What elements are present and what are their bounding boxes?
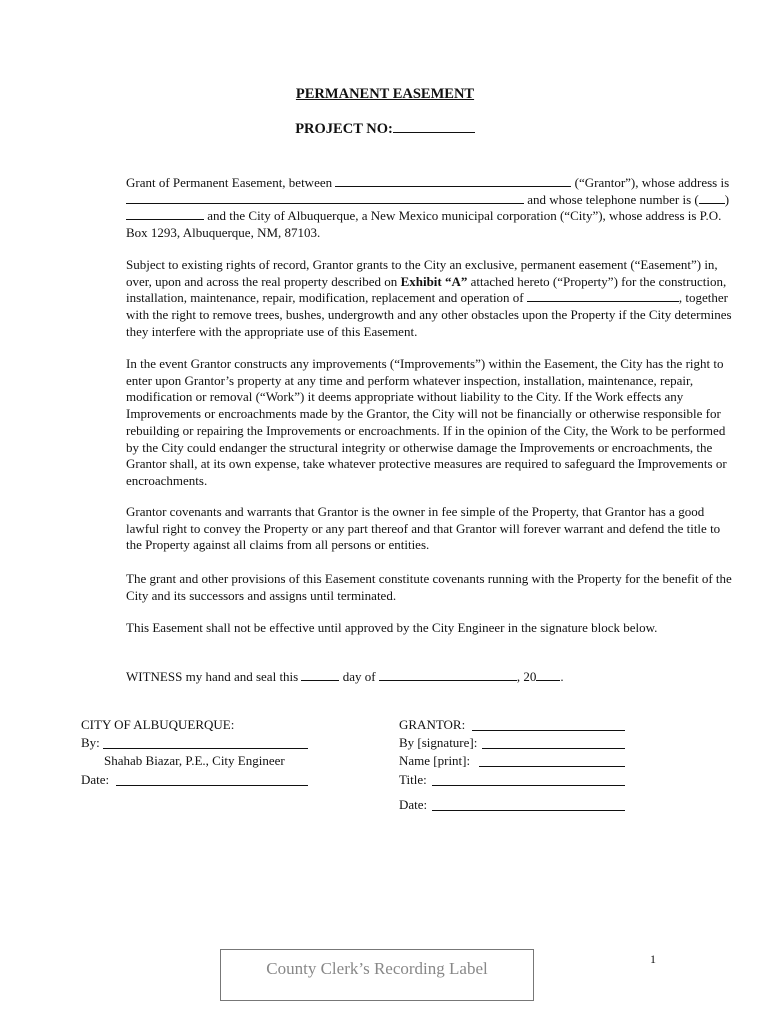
grantor-date-line[interactable] [432,810,625,811]
grantor-address-blank[interactable] [126,192,524,204]
grantor-date-label: Date: [399,797,428,812]
p2-text-b: attached hereto (“Property”) for the construction, installation, maintenance, repair, modification, replacement and operation of [126,273,727,306]
grantor-name-line[interactable] [479,766,625,767]
p1-text-d: ) [724,191,730,207]
paragraph-grant [81,175,734,242]
grantor-title-label: Title: [399,772,427,787]
document-title: PERMANENT EASEMENT [295,86,475,102]
city-heading: CITY OF ALBUQUERQUE: [81,717,235,732]
city-by-label: By: [81,735,100,750]
grantor-heading: GRANTOR: [399,717,466,732]
p1-text-c: and whose telephone number is ( [524,191,699,207]
witness-year-blank[interactable] [536,669,560,681]
paragraph-effective: This Easement shall not be effective until approved by the City Engineer in the signature block below. [126,620,658,635]
witness-day-blank[interactable] [301,669,339,681]
area-code-blank[interactable] [699,192,725,204]
p1-text-a: Grant of Permanent Easement, between [126,175,336,190]
witness-text-d: . [560,669,564,684]
p1-text-e: and the City of Albuquerque, a New Mexico municipal corporation (“City”), whose address is P.O. Box 1293, Albuquerque, NM, 87103. [126,208,722,241]
paragraph-subject [81,257,734,341]
grantor-heading-line[interactable] [472,730,625,731]
witness-line [81,669,734,686]
city-signature-line[interactable] [103,748,308,749]
city-date-line[interactable] [116,785,308,786]
easement-purpose-blank[interactable] [527,290,679,302]
telephone-blank[interactable] [126,208,204,220]
grantor-title-line[interactable] [432,785,625,786]
grantor-signature-line[interactable] [482,748,625,749]
witness-text-a: WITNESS my hand and seal this [126,669,302,684]
p2-text-c: , together with the right to remove trees, bushes, undergrowth and any other obstacles upon the Property if the City determines they interfere with the appropriate use of this Easement. [126,290,732,339]
exhibit-reference: Exhibit “A” [400,273,468,289]
grantor-name-label: Name [print]: [399,753,471,768]
paragraph-provisions: The grant and other provisions of this Easement constitute covenants running with the Property for the benefit of the City and its successors and assigns until terminated. [126,571,732,603]
recording-label-box [220,949,534,1001]
project-number-label: PROJECT NO: [295,121,393,137]
grantor-name-blank[interactable] [335,175,571,187]
city-date-label: Date: [81,772,110,787]
witness-month-blank[interactable] [379,669,517,681]
project-number [0,121,770,138]
recording-label-text: County Clerk’s Recording Label [266,959,488,978]
paragraph-improvements: In the event Grantor constructs any improvements (“Improvements”) within the Easement, the City has the right to enter upon Grantor’s property at any time and perform whatever inspection, installation, maintenance, repair, modification or removal (“Work”) it deems appropriate without liability to the City. If the Work effects any Improvements or encroachments made by the Grantor, the City will not be financially or otherwise responsible for rebuilding or repairing the Improvements or encroachments. If in the opinion of the City, the Work to be performed by the City could endanger the structural integrity or otherwise damage the Improvements or encroachments, the Grantor shall, at its own expense, take whatever protective measures are required to safeguard the Improvements or encroachments. [126,356,727,488]
p1-text-b: (“Grantor”), whose address is [571,175,730,190]
p2-text-a: Subject to existing rights of record, Grantor grants to the City an exclusive, permanent easement (“Easement”) in, over, upon and across the real property described on [126,257,718,289]
paragraph-covenants: Grantor covenants and warrants that Grantor is the owner in fee simple of the Property, that Grantor has a good lawful right to convey the Property or any part thereof and that Grantor will forever warrant and defend the title to the Property against all claims from all persons or entities. [126,504,721,553]
grantor-by-label: By [signature]: [399,735,478,750]
project-number-blank[interactable] [393,121,475,133]
city-signer-name: Shahab Biazar, P.E., City Engineer [104,753,285,768]
witness-text-c: , 20 [516,669,537,684]
page-number: 1 [650,952,656,966]
witness-text-b: day of [339,669,379,684]
